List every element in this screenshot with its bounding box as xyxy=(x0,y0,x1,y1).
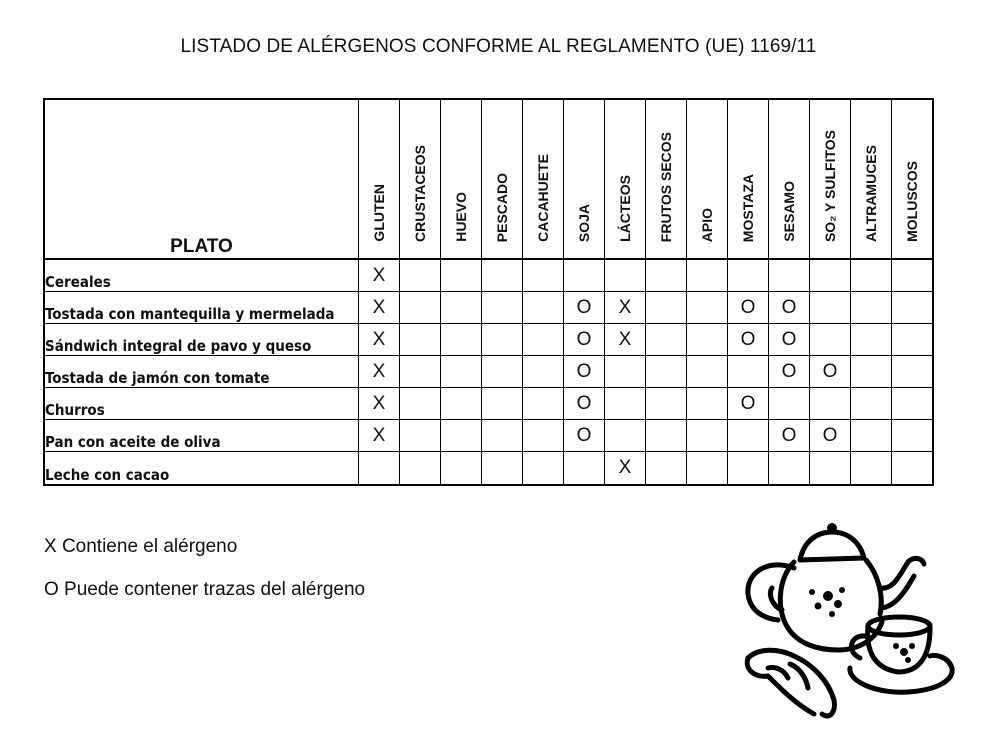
allergen-mark-cell xyxy=(441,356,482,388)
allergen-mark-cell xyxy=(687,259,728,292)
allergen-column-header xyxy=(359,99,400,259)
allergen-header-label: MOLUSCOS xyxy=(904,161,920,242)
allergen-mark-cell xyxy=(687,324,728,356)
allergen-mark-cell xyxy=(441,324,482,356)
allergen-mark-cell xyxy=(892,356,934,388)
dish-name-cell: Leche con cacao xyxy=(44,452,359,486)
allergen-mark-cell xyxy=(482,356,523,388)
allergen-mark-cell: X xyxy=(359,356,400,388)
allergen-mark-cell xyxy=(892,452,934,486)
allergen-mark-cell: O xyxy=(728,388,769,420)
allergen-mark-cell xyxy=(564,259,605,292)
dish-name-cell: Cereales xyxy=(44,259,359,292)
allergen-mark-cell: X xyxy=(359,420,400,452)
allergen-column-header xyxy=(769,99,810,259)
allergen-mark-cell xyxy=(646,388,687,420)
allergen-mark-cell xyxy=(523,292,564,324)
allergen-mark-cell xyxy=(646,356,687,388)
allergen-mark-cell xyxy=(810,259,851,292)
allergen-column-header xyxy=(605,99,646,259)
allergen-mark-cell xyxy=(892,388,934,420)
allergen-column-header xyxy=(482,99,523,259)
allergen-column-header xyxy=(810,99,851,259)
allergen-mark-cell xyxy=(892,420,934,452)
allergen-header-label: CACAHUETE xyxy=(535,154,551,242)
allergen-mark-cell: O xyxy=(564,324,605,356)
allergen-header-label: PESCADO xyxy=(494,172,510,242)
allergen-mark-cell xyxy=(605,356,646,388)
allergen-mark-cell xyxy=(687,420,728,452)
allergen-mark-cell: X xyxy=(605,292,646,324)
allergen-mark-cell xyxy=(769,259,810,292)
table-row xyxy=(44,259,933,292)
allergen-mark-cell xyxy=(851,259,892,292)
allergen-mark-cell xyxy=(851,452,892,486)
allergen-mark-cell: O xyxy=(564,388,605,420)
table-body xyxy=(44,259,933,485)
allergen-mark-cell xyxy=(646,324,687,356)
allergen-mark-cell xyxy=(851,420,892,452)
allergen-mark-cell: X xyxy=(605,324,646,356)
allergen-mark-cell xyxy=(810,388,851,420)
allergen-column-header xyxy=(564,99,605,259)
table-row xyxy=(44,388,933,420)
allergen-mark-cell xyxy=(769,388,810,420)
table-row xyxy=(44,324,933,356)
allergen-mark-cell: O xyxy=(769,356,810,388)
allergen-mark-cell xyxy=(359,452,400,486)
allergen-mark-cell xyxy=(892,292,934,324)
allergen-column-header xyxy=(400,99,441,259)
allergen-mark-cell xyxy=(441,388,482,420)
allergen-column-header xyxy=(728,99,769,259)
dish-column-header: PLATO xyxy=(44,99,359,259)
allergen-mark-cell xyxy=(728,259,769,292)
allergen-mark-cell xyxy=(851,292,892,324)
allergen-mark-cell: O xyxy=(564,292,605,324)
allergen-mark-cell xyxy=(441,292,482,324)
allergen-mark-cell xyxy=(728,452,769,486)
allergen-mark-cell xyxy=(769,452,810,486)
allergen-mark-cell xyxy=(523,452,564,486)
allergen-mark-cell xyxy=(605,420,646,452)
allergen-column-header xyxy=(851,99,892,259)
allergen-mark-cell xyxy=(523,420,564,452)
allergen-header-label: MOSTAZA xyxy=(740,173,756,242)
allergen-mark-cell xyxy=(810,324,851,356)
allergen-mark-cell xyxy=(400,356,441,388)
allergen-mark-cell xyxy=(605,259,646,292)
allergen-mark-cell: O xyxy=(769,292,810,324)
allergen-header-label: SO₂ Y SULFITOS xyxy=(822,129,838,242)
dish-name-cell: Sándwich integral de pavo y queso xyxy=(44,324,359,356)
allergen-mark-cell xyxy=(482,324,523,356)
allergen-table xyxy=(43,98,934,486)
allergen-mark-cell xyxy=(482,420,523,452)
allergen-mark-cell xyxy=(646,420,687,452)
allergen-mark-cell xyxy=(400,420,441,452)
allergen-header-label: HUEVO xyxy=(453,192,469,242)
allergen-mark-cell xyxy=(851,324,892,356)
allergen-mark-cell xyxy=(482,259,523,292)
dish-name-cell: Tostada de jamón con tomate xyxy=(44,356,359,388)
allergen-mark-cell xyxy=(482,388,523,420)
allergen-header-label: GLUTEN xyxy=(371,184,387,242)
allergen-mark-cell: O xyxy=(769,324,810,356)
allergen-mark-cell xyxy=(810,292,851,324)
allergen-mark-cell: O xyxy=(564,356,605,388)
allergen-mark-cell xyxy=(892,259,934,292)
allergen-mark-cell xyxy=(523,356,564,388)
allergen-mark-cell: X xyxy=(359,292,400,324)
allergen-mark-cell: X xyxy=(359,324,400,356)
allergen-mark-cell xyxy=(646,452,687,486)
allergen-mark-cell: O xyxy=(769,420,810,452)
allergen-column-header xyxy=(687,99,728,259)
allergen-mark-cell xyxy=(400,388,441,420)
allergen-mark-cell xyxy=(564,452,605,486)
allergen-mark-cell xyxy=(400,452,441,486)
allergen-mark-cell xyxy=(441,452,482,486)
allergen-mark-cell xyxy=(687,292,728,324)
allergen-mark-cell xyxy=(851,388,892,420)
allergen-mark-cell xyxy=(482,292,523,324)
teapot-and-cup-illustration xyxy=(738,518,960,728)
allergen-column-header xyxy=(523,99,564,259)
allergen-column-header xyxy=(441,99,482,259)
allergen-mark-cell: O xyxy=(810,420,851,452)
page-title: LISTADO DE ALÉRGENOS CONFORME AL REGLAMENTO (UE) 1169/11 xyxy=(180,36,817,57)
dish-name-cell: Tostada con mantequilla y mermelada xyxy=(44,292,359,324)
allergen-mark-cell xyxy=(441,420,482,452)
allergen-mark-cell xyxy=(646,292,687,324)
allergen-header-label: SOJA xyxy=(576,203,592,242)
allergen-mark-cell xyxy=(400,324,441,356)
allergen-mark-cell xyxy=(523,324,564,356)
allergen-mark-cell xyxy=(687,452,728,486)
allergen-header-label: FRUTOS SECOS xyxy=(658,131,674,242)
allergen-mark-cell: O xyxy=(564,420,605,452)
allergen-mark-cell xyxy=(523,388,564,420)
legend-contains: X Contiene el alérgeno xyxy=(44,536,238,557)
allergen-mark-cell xyxy=(441,259,482,292)
dish-name-cell: Churros xyxy=(44,388,359,420)
allergen-column-header xyxy=(892,99,934,259)
allergen-mark-cell xyxy=(605,388,646,420)
table-header-row xyxy=(44,99,933,259)
table-row xyxy=(44,452,933,486)
allergen-mark-cell xyxy=(400,292,441,324)
allergen-header-label: ALTRAMUCES xyxy=(863,145,879,242)
allergen-mark-cell: O xyxy=(810,356,851,388)
allergen-mark-cell xyxy=(687,388,728,420)
allergen-mark-cell xyxy=(646,259,687,292)
allergen-header-label: CRUSTACEOS xyxy=(412,145,428,242)
allergen-mark-cell: O xyxy=(728,292,769,324)
allergen-mark-cell xyxy=(482,452,523,486)
table-row xyxy=(44,420,933,452)
allergen-mark-cell xyxy=(892,324,934,356)
allergen-column-header xyxy=(646,99,687,259)
allergen-header-label: SESAMO xyxy=(781,181,797,242)
table-row xyxy=(44,292,933,324)
allergen-mark-cell xyxy=(728,356,769,388)
allergen-mark-cell: X xyxy=(605,452,646,486)
dish-name-cell: Pan con aceite de oliva xyxy=(44,420,359,452)
allergen-header-label: LÁCTEOS xyxy=(617,175,633,242)
allergen-mark-cell: X xyxy=(359,259,400,292)
allergen-mark-cell: X xyxy=(359,388,400,420)
allergen-mark-cell xyxy=(687,356,728,388)
legend-traces: O Puede contener trazas del alérgeno xyxy=(44,579,366,600)
allergen-mark-cell xyxy=(400,259,441,292)
allergen-mark-cell xyxy=(523,259,564,292)
allergen-mark-cell: O xyxy=(728,324,769,356)
allergen-mark-cell xyxy=(728,420,769,452)
allergen-mark-cell xyxy=(810,452,851,486)
allergen-header-label: APIO xyxy=(699,207,715,242)
allergen-mark-cell xyxy=(851,356,892,388)
table-row xyxy=(44,356,933,388)
